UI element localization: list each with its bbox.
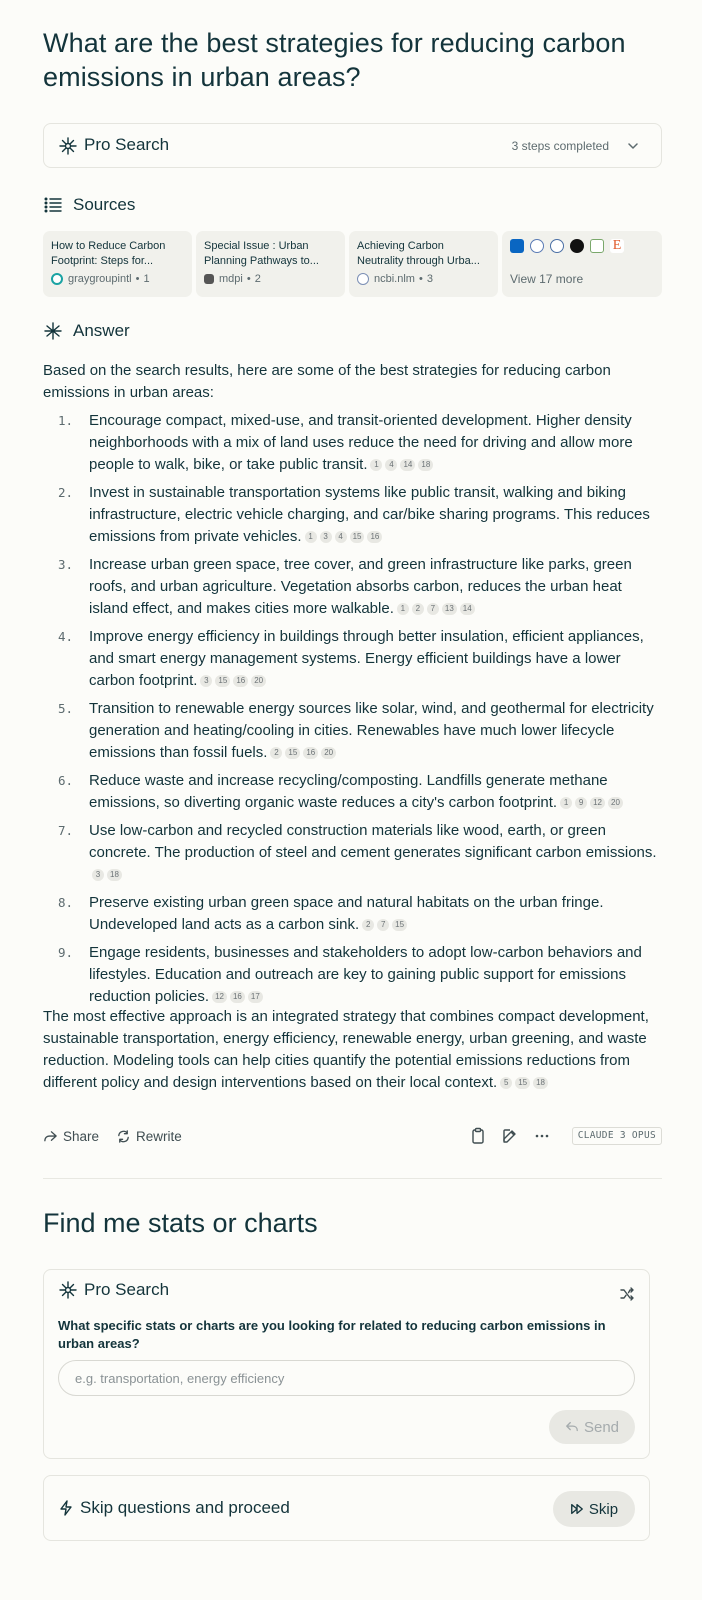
answer-item xyxy=(43,698,662,764)
citation-badge[interactable]: 15 xyxy=(515,1077,530,1089)
citation-badge[interactable]: 14 xyxy=(400,459,415,471)
site-favicon-icon: E xyxy=(610,239,624,253)
citation-badge[interactable]: 3 xyxy=(92,869,104,881)
source-card[interactable]: Special Issue : Urban Planning Pathways to... mdpi • 2 xyxy=(196,231,345,297)
citation-badge[interactable]: 7 xyxy=(377,919,389,931)
citation-badge[interactable]: 18 xyxy=(418,459,433,471)
linkedin-icon xyxy=(510,239,524,253)
citation-badge[interactable]: 15 xyxy=(392,919,407,931)
item-number: 9. xyxy=(58,945,74,960)
citation-badge[interactable]: 15 xyxy=(215,675,230,687)
citation-badge[interactable]: 16 xyxy=(230,991,245,1003)
clarifying-question: What specific stats or charts are you looking for related to reducing carbon emissions in urban areas? xyxy=(58,1318,606,1351)
skip-button[interactable] xyxy=(553,1491,635,1527)
answer-item xyxy=(43,892,662,936)
answer-summary xyxy=(43,1006,662,1094)
citation-badge[interactable]: 9 xyxy=(575,797,587,809)
answer-item xyxy=(43,554,662,620)
globe-icon xyxy=(357,273,369,285)
citation-badge[interactable]: 1 xyxy=(397,603,409,615)
citation-badge[interactable]: 13 xyxy=(442,603,457,615)
citation-badge[interactable]: 15 xyxy=(350,531,365,543)
citation-badge[interactable]: 16 xyxy=(233,675,248,687)
skip-questions-label: Skip questions and proceed xyxy=(80,1498,290,1517)
citation-badge[interactable]: 1 xyxy=(370,459,382,471)
lightning-icon xyxy=(58,1500,74,1516)
item-number: 6. xyxy=(58,773,74,788)
item-text: Invest in sustainable transportation systems like public transit, walking and biking infrastructure, electric vehicle charging, and car/bike sharing programs. This reduces emissions from private vehicles. xyxy=(89,484,650,545)
followup-title: Find me stats or charts xyxy=(43,1208,318,1238)
answer-item xyxy=(43,820,662,886)
sources-row xyxy=(43,231,662,297)
citation-badge[interactable]: 18 xyxy=(533,1077,548,1089)
pro-search-label: Pro Search xyxy=(84,1280,170,1299)
answer-icon xyxy=(43,321,63,341)
citation-badge[interactable]: 3 xyxy=(320,531,332,543)
site-favicon-icon xyxy=(570,239,584,253)
share-icon xyxy=(43,1129,58,1144)
skip-questions-card xyxy=(43,1475,650,1541)
pro-search-icon xyxy=(58,136,78,156)
source-card[interactable]: Achieving Carbon Neutrality through Urba... ncbi.nlm • 3 xyxy=(349,231,498,297)
citation-badge[interactable]: 16 xyxy=(303,747,318,759)
send-label: Send xyxy=(583,1418,620,1436)
sources-icon xyxy=(43,195,63,215)
answer-item xyxy=(43,626,662,692)
chevron-down-icon[interactable] xyxy=(625,138,641,154)
edit-icon[interactable] xyxy=(500,1126,520,1146)
citation-badge[interactable]: 12 xyxy=(212,991,227,1003)
citation-badge[interactable]: 20 xyxy=(321,747,336,759)
answer-list xyxy=(43,410,662,1014)
item-number: 3. xyxy=(58,557,74,572)
source-title: Special Issue : Urban Planning Pathways to... xyxy=(204,240,319,267)
send-button[interactable] xyxy=(549,1410,635,1444)
citation-badge[interactable]: 1 xyxy=(560,797,572,809)
citation-badge[interactable]: 2 xyxy=(270,747,282,759)
sources-title: Sources xyxy=(73,195,136,214)
skip-label: Skip xyxy=(588,1500,619,1518)
citation-badge[interactable]: 20 xyxy=(251,675,266,687)
answer-intro: Based on the search results, here are some of the best strategies for reducing carbon emissions in urban areas: xyxy=(43,362,611,401)
citation-badge[interactable]: 12 xyxy=(590,797,605,809)
citation-badge[interactable]: 17 xyxy=(248,991,263,1003)
clarification-input[interactable] xyxy=(58,1360,635,1396)
source-title: Achieving Carbon Neutrality through Urba... xyxy=(357,240,480,267)
summary-text: The most effective approach is an integrated strategy that combines compact development, sustainable transportation, energy efficiency, renewable energy, urban greening, and waste reduction. Modeling tools can help cities quantify the potential emissions reductions from different policy and design interventions based on their local context. xyxy=(43,1008,649,1091)
citation-badge[interactable]: 20 xyxy=(608,797,623,809)
source-site: graygroupintl xyxy=(68,273,132,285)
citation-badge[interactable]: 14 xyxy=(460,603,475,615)
more-options-icon[interactable] xyxy=(532,1126,552,1146)
answer-actions xyxy=(43,1122,662,1152)
lock-open-icon xyxy=(204,274,214,284)
answer-title: Answer xyxy=(73,321,130,340)
item-text: Transition to renewable energy sources like solar, wind, and geothermal for electricity generation and heating/cooling in cities. Renewables have much lower lifecycle emissions than fossil fuels. xyxy=(89,700,654,761)
answer-header xyxy=(43,319,130,343)
share-label: Share xyxy=(63,1128,100,1144)
site-favicon-icon xyxy=(51,273,63,285)
item-text: Reduce waste and increase recycling/composting. Landfills generate methane emissions, so diverting organic waste reduces a city's carbon footprint. xyxy=(89,772,608,811)
followup-pro-search xyxy=(43,1269,650,1459)
rewrite-icon xyxy=(116,1129,131,1144)
shuffle-icon[interactable] xyxy=(619,1286,635,1302)
item-number: 4. xyxy=(58,629,74,644)
citation-badge[interactable]: 2 xyxy=(412,603,424,615)
globe-icon xyxy=(550,239,564,253)
item-text: Encourage compact, mixed-use, and transit-oriented development. Higher density neighborhoods with a mix of land uses reduce the need for driving and allow more people to walk, bike, or take public transit. xyxy=(89,412,633,473)
source-site: ncbi.nlm xyxy=(374,273,415,285)
fast-forward-icon xyxy=(570,1502,584,1516)
document-icon xyxy=(590,239,604,253)
source-title: How to Reduce Carbon Footprint: Steps for... xyxy=(51,240,166,267)
view-more-sources[interactable] xyxy=(502,231,662,297)
rewrite-label: Rewrite xyxy=(136,1128,182,1144)
pro-search-label: Pro Search xyxy=(84,135,170,154)
citation-badge[interactable]: 4 xyxy=(385,459,397,471)
citation-badge[interactable]: 16 xyxy=(367,531,382,543)
citation-badge[interactable]: 5 xyxy=(500,1077,512,1089)
sources-header xyxy=(43,193,135,217)
source-number: 1 xyxy=(143,273,150,285)
rewrite-button[interactable] xyxy=(116,1122,182,1150)
item-text: Engage residents, businesses and stakeholders to adopt low-carbon behaviors and lifestyles. Education and outreach are key to gaining public support for emissions reduction policies. xyxy=(89,944,642,1005)
citation-badge[interactable]: 15 xyxy=(285,747,300,759)
citation-badge[interactable]: 4 xyxy=(335,531,347,543)
steps-completed: 3 steps completed xyxy=(511,139,609,153)
model-badge: CLAUDE 3 OPUS xyxy=(572,1127,662,1145)
source-number: 2 xyxy=(254,273,261,285)
clipboard-icon[interactable] xyxy=(468,1126,488,1146)
source-number: 3 xyxy=(426,273,433,285)
item-number: 1. xyxy=(58,413,74,428)
item-number: 7. xyxy=(58,823,74,838)
view-more-label: View 17 more xyxy=(510,272,584,286)
reply-icon xyxy=(565,1420,579,1434)
item-text: Increase urban green space, tree cover, and green infrastructure like parks, green roofs, and urban agriculture. Vegetation absorbs carbon, reduces the urban heat island effect, and makes cities more walkable. xyxy=(89,556,632,617)
citation-badge[interactable]: 2 xyxy=(362,919,374,931)
answer-item xyxy=(43,770,662,814)
item-text: Preserve existing urban green space and natural habitats on the urban fringe. Undeveloped land acts as a carbon sink. xyxy=(89,894,604,933)
citation-badge[interactable]: 7 xyxy=(427,603,439,615)
answer-item xyxy=(43,482,662,548)
answer-item xyxy=(43,410,662,476)
globe-icon xyxy=(530,239,544,253)
page-title: What are the best strategies for reducing carbon emissions in urban areas? xyxy=(43,28,626,92)
pro-search-steps[interactable] xyxy=(43,123,662,168)
share-button[interactable] xyxy=(43,1122,99,1150)
item-text: Improve energy efficiency in buildings through better insulation, efficient appliances, and smart energy management systems. Energy efficient buildings have a lower carbon footprint. xyxy=(89,628,644,689)
citation-badge[interactable]: 1 xyxy=(305,531,317,543)
citation-badge[interactable]: 3 xyxy=(200,675,212,687)
divider xyxy=(43,1178,662,1179)
pro-search-icon xyxy=(58,1280,78,1300)
item-text: Use low-carbon and recycled construction materials like wood, earth, or green concrete. The production of steel and cement generates significant carbon emissions. xyxy=(89,822,657,861)
citation-badge[interactable]: 18 xyxy=(107,869,122,881)
answer-item xyxy=(43,942,662,1008)
item-number: 8. xyxy=(58,895,74,910)
item-number: 2. xyxy=(58,485,74,500)
source-card[interactable]: How to Reduce Carbon Footprint: Steps for... graygroupintl • 1 xyxy=(43,231,192,297)
source-site: mdpi xyxy=(219,273,243,285)
item-number: 5. xyxy=(58,701,74,716)
